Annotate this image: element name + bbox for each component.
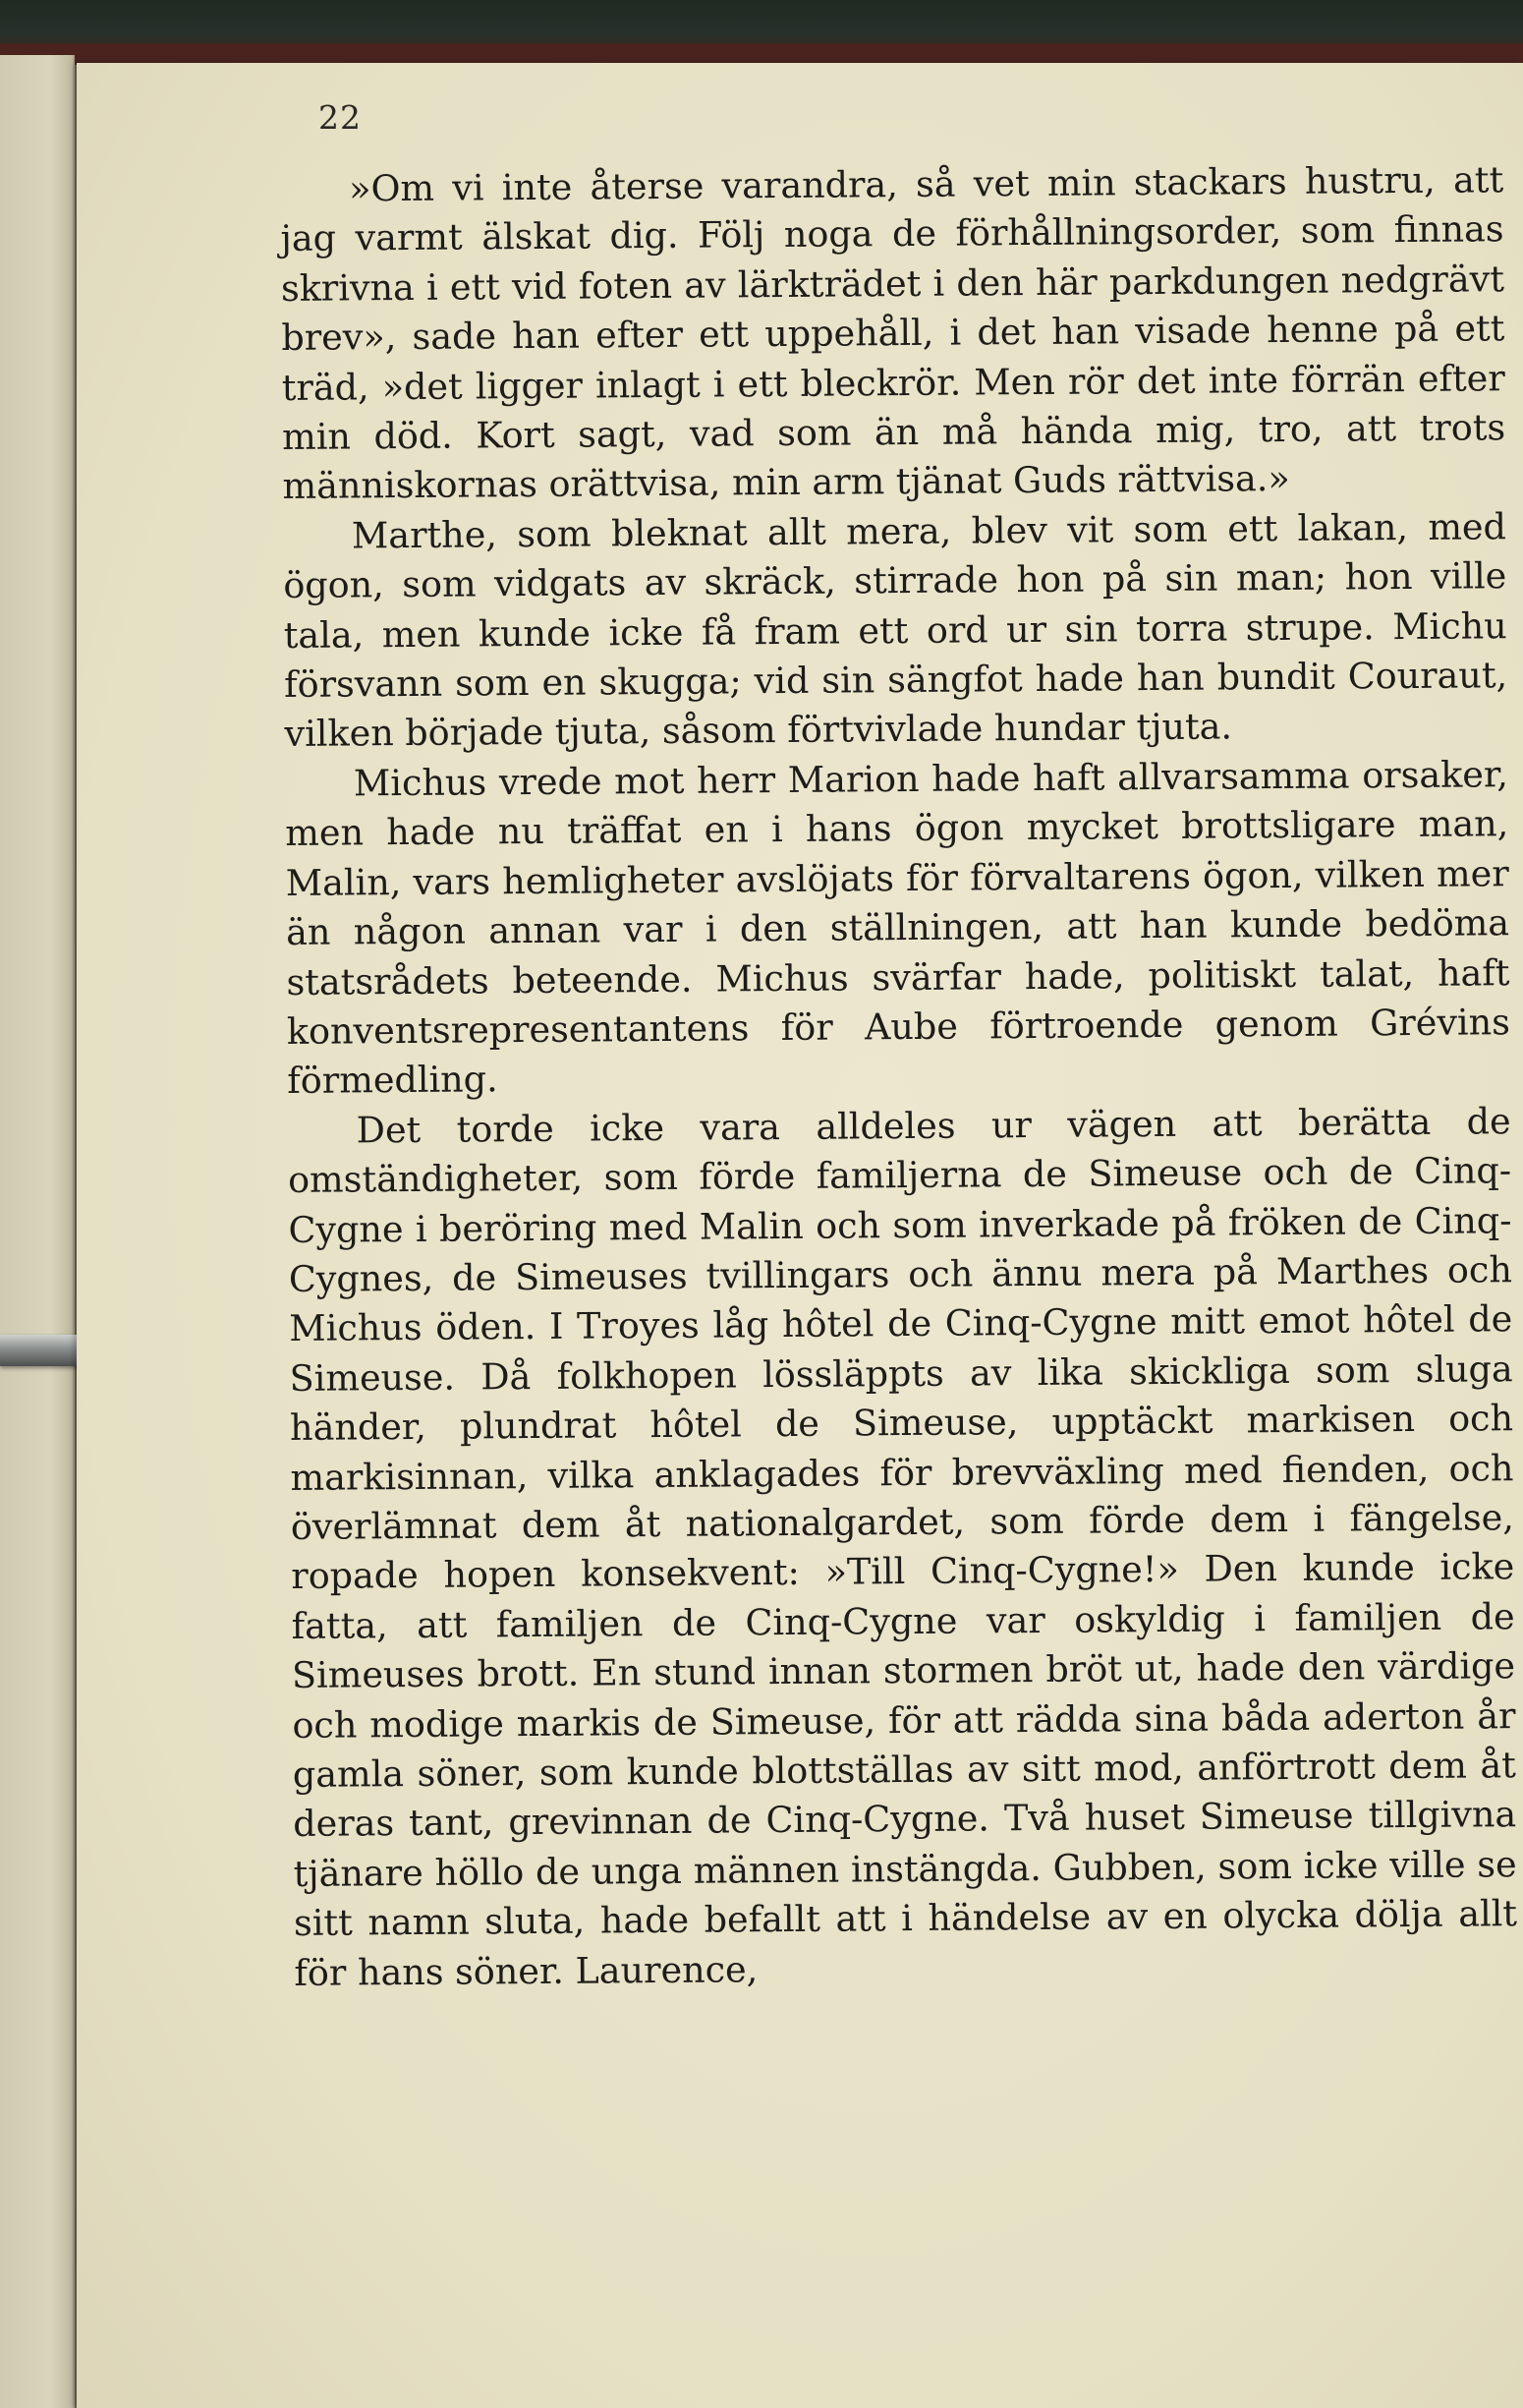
paragraph-1: »Om vi inte återse varandra, så vet min stackars hustru, att jag varmt älskat dig. Följ noga de förhållningsorder, som finnas skrivna i ett vid foten av lärkträdet i den här parkdungen nedgrävt brev», sade han efter ett uppehåll, i det han visade henne på ett träd, »det ligger inlagt i ett bleckrör. Men rör det inte förrän efter min död. Kort sagt, vad som än må hända mig, tro, att trots människornas orättvisa, min arm tjänat Guds rättvisa.»: [280, 158, 1506, 508]
book-cover-edge: [0, 43, 1523, 65]
body-text: [280, 155, 1518, 1998]
paragraph-4: Det torde icke vara alldeles ur vägen att berätta de omständigheter, som förde familjerna de Simeuse och de Cinq-Cygne i beröring med Malin och som inverkade på fröken de Cinq-Cygnes, de Simeuses tvillingars och ännu mera på Marthes och Michus öden. I Troyes låg hôtel de Cinq-Cygne mitt emot hôtel de Simeuse. Då folkhopen lössläppts av lika skickliga som sluga händer, plundrat hôtel de Simeuse, upptäckt markisen och markisinnan, vilka anklagades för brevväxling med fienden, och överlämnat dem åt nationalgardet, som förde dem i fängelse, ropade hopen konsekvent: »Till Cinq-Cygne!» Den kunde icke fatta, att familjen de Cinq-Cygne var oskyldig i familjen de Simeuses brott. En stund innan stormen bröt ut, hade den värdige och modige markis de Simeuse, för att rädda sina båda aderton år gamla söner, som kunde blottställas av sitt mod, anförtrott dem åt deras tant, grevinnan de Cinq-Cygne. Två huset Simeuse tillgivna tjänare höllo de unga männen instängda. Gubben, som icke ville se sitt namn sluta, hade befallt att i händelse av en olycka dölja allt för hans söner. Laurence,: [287, 1099, 1518, 1994]
paragraph-3: Michus vrede mot herr Marion hade haft allvarsamma orsaker, men hade nu träffat en i hans ögon mycket brottsligare man, Malin, vars hemligheter avslöjats för förvaltarens ögon, vilken mer än någon annan var i den ställningen, att han kunde bedöma statsrådets beteende. Michus svärfar hade, politiskt talat, haft konventsrepresentantens för Aube förtroende genom Grévins förmedling.: [285, 753, 1511, 1103]
page-number: 22: [318, 98, 362, 137]
left-book-board: [0, 55, 75, 2408]
paragraph-2: Marthe, som bleknat allt mera, blev vit som ett lakan, med ögon, som vidgats av skräck, stirrade hon på sin man; hon ville tala, men kunde icke få fram ett ord ur sin torra strupe. Michu försvann som en skugga; vid sin sängfot hade han bundit Couraut, vilken började tjuta, såsom förtvivlade hundar tjuta.: [283, 505, 1508, 756]
